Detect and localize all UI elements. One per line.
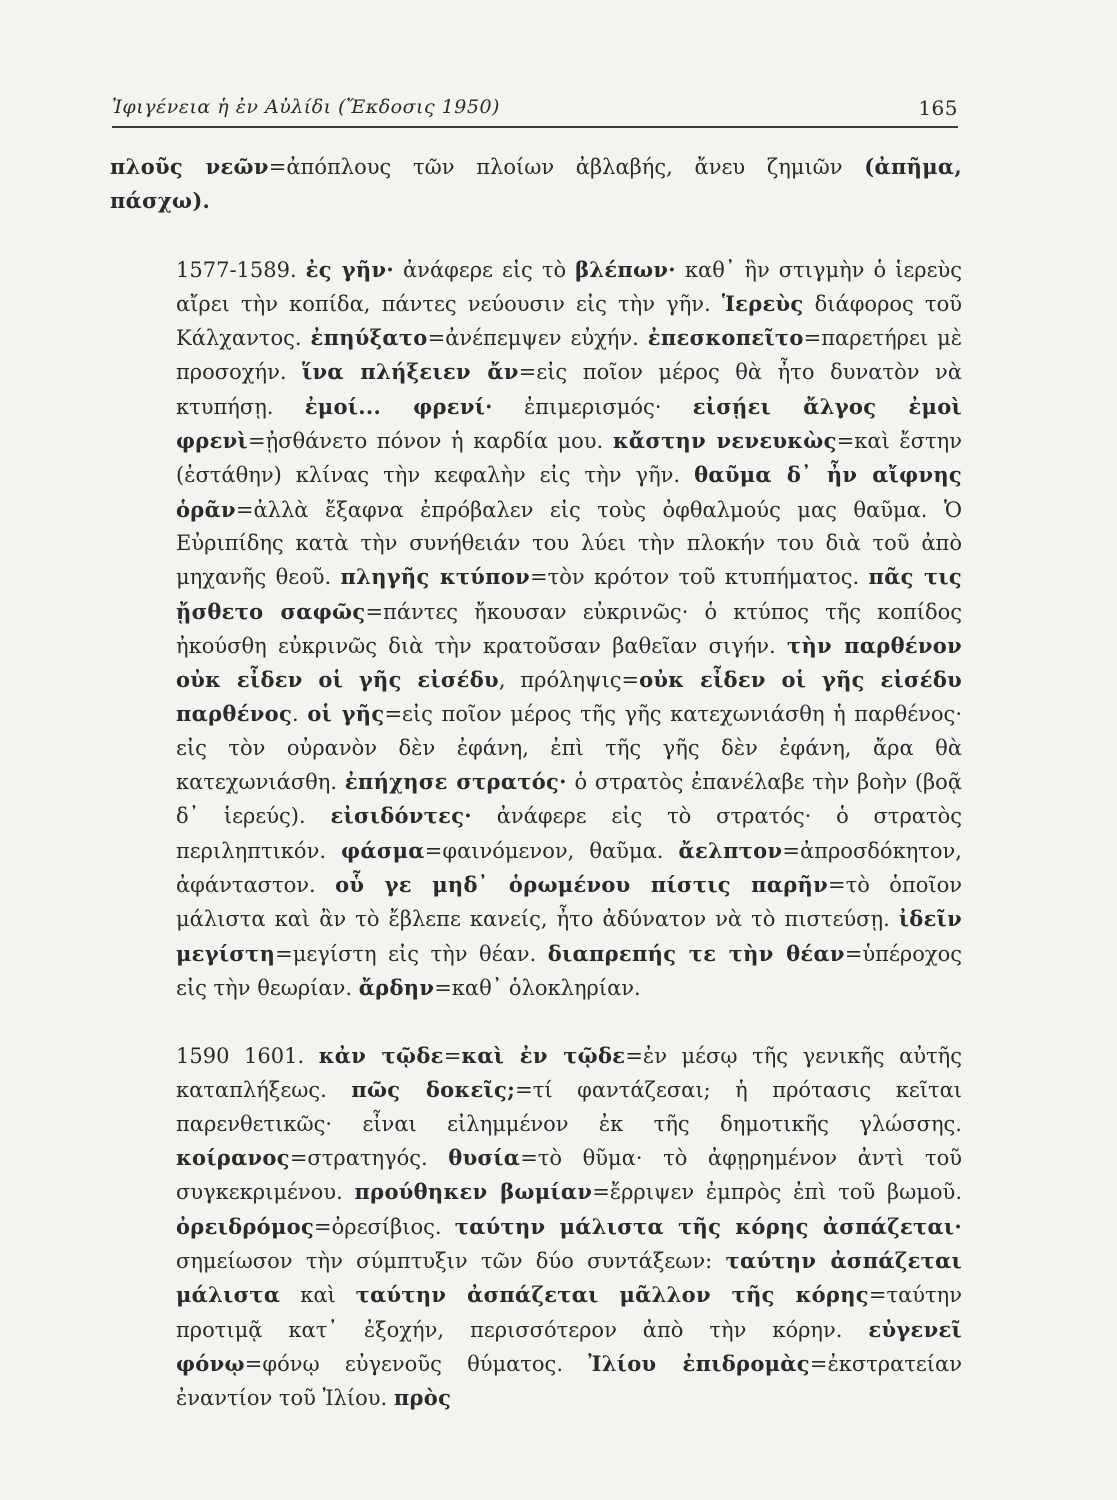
gloss: =τί φαντάζεσαι; ἡ πρότασις κεῖται παρενθετικῶς· εἶναι εἰλημμένον ἐκ τῆς δημοτικῆς γλώσσης.	[176, 1078, 962, 1136]
lemma: κοίρανος	[176, 1145, 290, 1171]
gloss: διάφορος τοῦ Κάλχαντος.	[176, 291, 962, 351]
running-header	[112, 96, 958, 118]
gloss: 1577-1589.	[176, 257, 306, 282]
lemma: ἐπηύξατο	[310, 325, 428, 351]
lemma: θαῦμα δ᾽ ἦν αἴφνης ὁρᾶν	[176, 462, 962, 522]
gloss: καὶ	[280, 1283, 356, 1308]
lemma: καὶ ἐν τῷδε	[461, 1043, 626, 1069]
lemma: πᾶς τις ᾔσθετο σαφῶς	[176, 564, 962, 624]
paragraph-2	[110, 253, 962, 1006]
header-rule	[112, 126, 958, 128]
gloss: =ἐκστρατείαν ἐναντίον τοῦ Ἰλίου.	[176, 1351, 962, 1411]
gloss: =πάντες ἤκουσαν εὐκρινῶς· ὁ κτύπος τῆς κοπίδος ἠκούσθη εὐκρινῶς διὰ τὴν κρατοῦσαν βαθεῖαν σιγήν.	[176, 599, 963, 658]
page-number: 165	[918, 96, 958, 120]
lemma: ὀρειδρόμος	[176, 1213, 315, 1239]
etymology: (ἀπῆμα, πάσχω).	[110, 154, 962, 214]
lemma: θυσία	[448, 1145, 521, 1171]
gloss: =τὸν κρότον τοῦ κτυπήματος.	[530, 565, 869, 590]
lemma: οὐκ εἶδεν οἱ γῆς εἰσέδυ παρθένος	[176, 667, 963, 727]
lemma: βλέπων·	[575, 256, 676, 282]
lemma: ἄρδην	[358, 974, 435, 1000]
lemma: οἱ γῆς	[307, 701, 385, 727]
lemma: ἐπήχησε στρατός·	[344, 769, 567, 795]
gloss: =ᾐσθάνετο πόνον ἡ καρδία μου.	[247, 429, 613, 454]
lemma: διαπρεπής τε τὴν θέαν	[547, 940, 845, 966]
lemma: προύθηκεν βωμίαν	[354, 1179, 593, 1205]
gloss: =ἔρριψεν ἐμπρὸς ἐπὶ τοῦ βωμοῦ.	[592, 1180, 962, 1205]
gloss: =ὑπέροχος εἰς τὴν θεωρίαν.	[176, 941, 962, 1000]
gloss: =ἀνέπεμψεν εὐχήν.	[427, 326, 648, 351]
gloss: =φαινόμενον, θαῦμα.	[424, 838, 679, 863]
gloss: ἀνάφερε εἰς τὸ στρατός· ὁ στρατὸς περιληπτικόν.	[176, 804, 962, 863]
gloss: =ὀρεσίβιος.	[314, 1214, 455, 1239]
lemma: πῶς δοκεῖς;	[351, 1077, 516, 1103]
gloss: ὁ στρατὸς ἐπανέλαβε τὴν βοὴν (βοᾷ δ᾽ ἱερεύς).	[176, 770, 962, 829]
lemma: οὗ γε μηδ᾽ ὁρωμένου πίστις παρῆν	[335, 871, 828, 897]
gloss: =ἀπόπλους τῶν πλοίων ἀβλαβής, ἄνευ ζημιῶν	[268, 155, 865, 179]
lemma: πληγῆς κτύπον	[340, 564, 531, 590]
lemma: Ἱερεὺς	[721, 290, 804, 316]
lemma: εἰσῄει ἄλγος ἐμοὶ φρενὶ	[176, 393, 962, 454]
gloss: =καὶ ἔστην	[836, 429, 963, 454]
lemma: κἄστην νενευκὼς	[612, 428, 837, 454]
lemma: ἐς γῆν·	[305, 256, 394, 282]
lemma: πλοῦς νεῶν	[110, 154, 269, 179]
gloss: .	[292, 702, 308, 727]
gloss: =ἀπροσδόκητον, ἀφάνταστον.	[176, 838, 962, 897]
lemma: ἐμοί... φρενί·	[304, 393, 493, 419]
commentary-body	[110, 150, 962, 1415]
paragraph-3	[110, 1039, 962, 1415]
gloss: =μεγίστη εἰς τὴν θέαν.	[275, 941, 548, 966]
gloss: =ἐν μέσῳ τῆς γενικῆς αὐτῆς καταπλήξεως.	[176, 1044, 962, 1103]
gloss: =τὸ θῦμα· τὸ ἀφῃρημένον ἀντὶ τοῦ συγκεκριμένου.	[176, 1146, 962, 1205]
lemma: εἰσιδόντες·	[330, 803, 472, 829]
gloss: =εἰς ποῖον μέρος τῆς γῆς κατεχωνιάσθη ἡ παρθένος· εἰς τὸν οὐρανὸν δὲν ἐφάνη, ἐπὶ τῆς γῆς δὲν ἐφάνη, ἄρα θὰ κατεχωνιάσθη.	[176, 702, 962, 795]
gloss: =ἀλλὰ ἔξαφνα ἐπρόβαλεν εἰς τοὺς ὀφθαλμούς μας θαῦμα. Ὁ Εὐριπίδης κατὰ τὴν συνήθειάν του λύει τὴν πλοκήν του διὰ τοῦ ἀπὸ μηχανῆς θεοῦ.	[176, 497, 962, 590]
lemma: ταύτην ἀσπάζεται μάλιστα	[176, 1247, 962, 1308]
lemma: ἄελπτον	[678, 837, 783, 863]
lemma: κἀν τῷδε	[318, 1043, 444, 1069]
gloss: =φόνῳ εὐγενοῦς θύματος.	[244, 1351, 589, 1376]
gloss: =	[443, 1044, 462, 1069]
gloss: =στρατηγός.	[289, 1146, 449, 1171]
paragraph-1	[110, 150, 962, 219]
lemma: Ἰλίου ἐπιδρομὰς	[588, 1350, 810, 1376]
gloss: (ἐστάθην) κλίνας τὴν κεφαλὴν εἰς τὴν γῆν.	[176, 463, 695, 488]
gloss: =εἰς ποῖον μέρος θὰ ἦτο δυνατὸν νὰ κτυπήσῃ.	[176, 360, 962, 419]
gloss: =καθ᾽ ὁλοκληρίαν.	[434, 975, 641, 1000]
gloss: =ταύτην προτιμᾷ κατ᾽ ἐξοχήν, περισσότερον ἀπὸ τὴν κόρην.	[176, 1283, 962, 1342]
gloss: ἀνάφερε εἰς τὸ	[393, 257, 576, 282]
gloss: =τὸ ὁποῖον μάλιστα καὶ ἂν τὸ ἔβλεπε κανείς, ἦτο ἀδύνατον νὰ τὸ πιστεύσῃ.	[176, 872, 963, 932]
gloss: καθ᾽ ἣν στιγμὴν ὁ ἱερεὺς αἴρει τὴν κοπίδα, πάντες νεύουσιν εἰς τὴν γῆν.	[176, 257, 962, 316]
lemma: πρὸς	[393, 1385, 452, 1411]
gloss: 1590 1601.	[176, 1044, 319, 1069]
lemma: ἵνα πλήξειεν ἄν	[302, 359, 519, 385]
lemma: τὴν παρθένον οὐκ εἶδεν οἱ γῆς εἰσέδυ	[176, 632, 962, 693]
lemma: ταύτην ἀσπάζεται μᾶλλον τῆς κόρης	[355, 1282, 869, 1308]
lemma: εὐγενεῖ φόνῳ	[176, 1316, 962, 1376]
gloss: , πρόληψις=	[498, 668, 640, 693]
gloss: ἐπιμερισμός·	[492, 394, 693, 419]
lemma: ἐπεσκοπεῖτο	[647, 325, 804, 351]
gloss: σημείωσον τὴν σύμπτυξιν τῶν δύο συντάξεων:	[176, 1248, 726, 1273]
lemma: ταύτην μάλιστα τῆς κόρης ἀσπάζεται·	[454, 1213, 962, 1239]
lemma: ἰδεῖν μεγίστη	[176, 906, 962, 966]
header-title: Ἰφιγένεια ἡ ἐν Αὐλίδι (Ἔκδοσις 1950)	[112, 96, 500, 118]
lemma: φάσμα	[341, 837, 425, 863]
gloss: =παρετήρει μὲ προσοχήν.	[176, 326, 962, 385]
